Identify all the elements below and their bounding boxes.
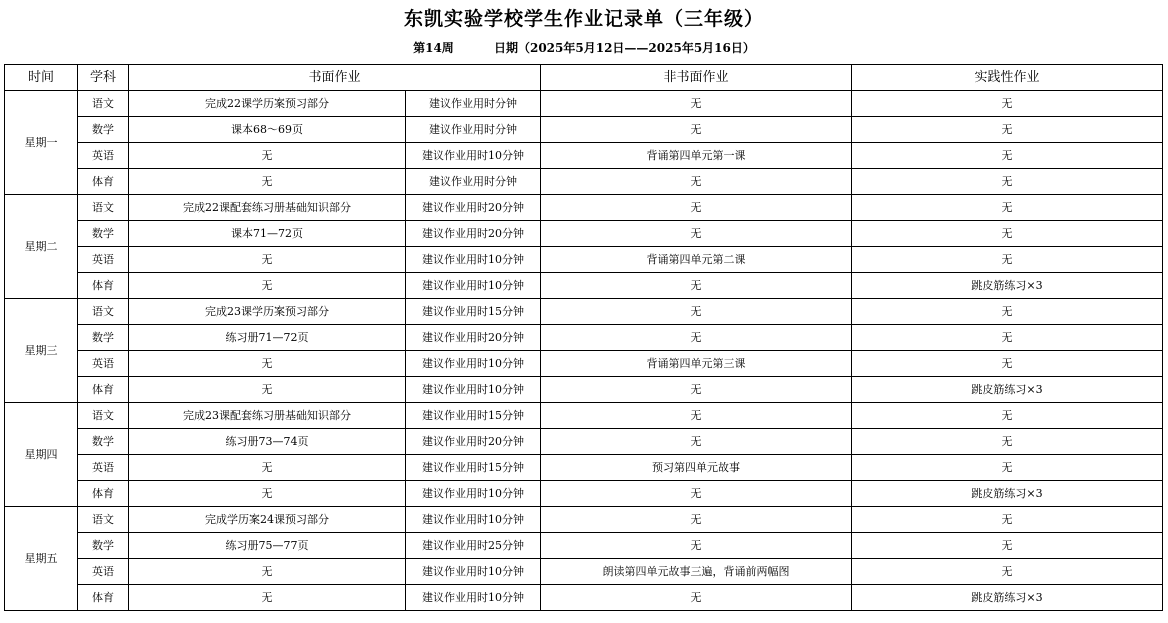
suggested-time-cell: 建议作业用时分钟 [406,91,541,117]
subject-cell: 体育 [78,273,129,299]
non-written-cell: 无 [541,195,852,221]
table-row [5,429,1163,455]
header-non-written: 非书面作业 [541,65,852,91]
written-task-cell: 完成23课学历案预习部分 [129,299,406,325]
suggested-time-cell: 建议作业用时10分钟 [406,143,541,169]
table-row [5,221,1163,247]
table-body [5,91,1163,611]
non-written-cell: 朗读第四单元故事三遍，背诵前两幅图 [541,559,852,585]
table-row [5,169,1163,195]
table-row [5,299,1163,325]
suggested-time-cell: 建议作业用时分钟 [406,169,541,195]
table-row [5,117,1163,143]
written-task-cell: 无 [129,455,406,481]
header-row [5,65,1163,91]
non-written-cell: 无 [541,117,852,143]
table-row [5,325,1163,351]
table-row [5,481,1163,507]
non-written-cell: 无 [541,507,852,533]
subject-cell: 体育 [78,585,129,611]
practice-cell: 无 [852,247,1163,273]
non-written-cell: 无 [541,429,852,455]
written-task-cell: 无 [129,481,406,507]
suggested-time-cell: 建议作业用时10分钟 [406,559,541,585]
non-written-cell: 背诵第四单元第二课 [541,247,852,273]
practice-cell: 无 [852,325,1163,351]
table-row [5,143,1163,169]
practice-cell: 无 [852,507,1163,533]
non-written-cell: 背诵第四单元第三课 [541,351,852,377]
table-row [5,273,1163,299]
practice-cell: 无 [852,91,1163,117]
written-task-cell: 完成23课配套练习册基础知识部分 [129,403,406,429]
subject-cell: 数学 [78,117,129,143]
practice-cell: 跳皮筋练习×3 [852,585,1163,611]
table-row [5,247,1163,273]
practice-cell: 无 [852,559,1163,585]
subject-cell: 语文 [78,299,129,325]
subject-cell: 语文 [78,91,129,117]
non-written-cell: 预习第四单元故事 [541,455,852,481]
header-subject: 学科 [78,65,129,91]
practice-cell: 跳皮筋练习×3 [852,481,1163,507]
subject-cell: 语文 [78,403,129,429]
non-written-cell: 无 [541,403,852,429]
subject-cell: 英语 [78,143,129,169]
suggested-time-cell: 建议作业用时15分钟 [406,403,541,429]
suggested-time-cell: 建议作业用时10分钟 [406,585,541,611]
day-cell: 星期四 [5,403,78,507]
suggested-time-cell: 建议作业用时20分钟 [406,221,541,247]
practice-cell: 跳皮筋练习×3 [852,377,1163,403]
written-task-cell: 无 [129,585,406,611]
practice-cell: 跳皮筋练习×3 [852,273,1163,299]
table-row [5,351,1163,377]
day-cell: 星期二 [5,195,78,299]
written-task-cell: 无 [129,169,406,195]
header-time: 时间 [5,65,78,91]
suggested-time-cell: 建议作业用时10分钟 [406,273,541,299]
table-row [5,533,1163,559]
practice-cell: 无 [852,169,1163,195]
page-title: 东凯实验学校学生作业记录单（三年级） [403,8,764,30]
table-row [5,403,1163,429]
written-task-cell: 无 [129,351,406,377]
subject-cell: 数学 [78,429,129,455]
suggested-time-cell: 建议作业用时10分钟 [406,377,541,403]
suggested-time-cell: 建议作业用时20分钟 [406,429,541,455]
header-written: 书面作业 [129,65,541,91]
week-label: 第14周 [413,41,454,55]
suggested-time-cell: 建议作业用时10分钟 [406,351,541,377]
subject-cell: 体育 [78,169,129,195]
subject-cell: 英语 [78,455,129,481]
subject-cell: 数学 [78,221,129,247]
subject-cell: 英语 [78,351,129,377]
date-range: 日期（2025年5月12日——2025年5月16日） [493,41,755,55]
practice-cell: 无 [852,299,1163,325]
practice-cell: 无 [852,403,1163,429]
practice-cell: 无 [852,429,1163,455]
practice-cell: 无 [852,195,1163,221]
subtitle [0,39,1168,57]
table-row [5,377,1163,403]
practice-cell: 无 [852,533,1163,559]
practice-cell: 无 [852,455,1163,481]
table-row [5,455,1163,481]
practice-cell: 无 [852,143,1163,169]
subject-cell: 语文 [78,195,129,221]
non-written-cell: 无 [541,585,852,611]
subject-cell: 数学 [78,325,129,351]
non-written-cell: 背诵第四单元第一课 [541,143,852,169]
suggested-time-cell: 建议作业用时10分钟 [406,507,541,533]
non-written-cell: 无 [541,481,852,507]
subject-cell: 语文 [78,507,129,533]
table-row [5,585,1163,611]
written-task-cell: 课本68～69页 [129,117,406,143]
suggested-time-cell: 建议作业用时15分钟 [406,455,541,481]
written-task-cell: 无 [129,143,406,169]
non-written-cell: 无 [541,377,852,403]
non-written-cell: 无 [541,169,852,195]
subject-cell: 数学 [78,533,129,559]
written-task-cell: 练习册71—72页 [129,325,406,351]
subject-cell: 体育 [78,481,129,507]
subject-cell: 英语 [78,559,129,585]
written-task-cell: 无 [129,377,406,403]
non-written-cell: 无 [541,325,852,351]
written-task-cell: 练习册75—77页 [129,533,406,559]
subject-cell: 英语 [78,247,129,273]
practice-cell: 无 [852,117,1163,143]
written-task-cell: 无 [129,247,406,273]
suggested-time-cell: 建议作业用时分钟 [406,117,541,143]
written-task-cell: 练习册73—74页 [129,429,406,455]
suggested-time-cell: 建议作业用时20分钟 [406,325,541,351]
suggested-time-cell: 建议作业用时25分钟 [406,533,541,559]
header-practice: 实践性作业 [852,65,1163,91]
non-written-cell: 无 [541,91,852,117]
written-task-cell: 完成学历案24课预习部分 [129,507,406,533]
table-row [5,559,1163,585]
written-task-cell: 完成22课配套练习册基础知识部分 [129,195,406,221]
written-task-cell: 无 [129,559,406,585]
day-cell: 星期三 [5,299,78,403]
written-task-cell: 课本71—72页 [129,221,406,247]
non-written-cell: 无 [541,533,852,559]
suggested-time-cell: 建议作业用时10分钟 [406,481,541,507]
subject-cell: 体育 [78,377,129,403]
suggested-time-cell: 建议作业用时10分钟 [406,247,541,273]
practice-cell: 无 [852,351,1163,377]
day-cell: 星期五 [5,507,78,611]
non-written-cell: 无 [541,299,852,325]
written-task-cell: 完成22课学历案预习部分 [129,91,406,117]
non-written-cell: 无 [541,273,852,299]
non-written-cell: 无 [541,221,852,247]
table-row [5,195,1163,221]
written-task-cell: 无 [129,273,406,299]
table-row [5,507,1163,533]
day-cell: 星期一 [5,91,78,195]
suggested-time-cell: 建议作业用时20分钟 [406,195,541,221]
table-row [5,91,1163,117]
suggested-time-cell: 建议作业用时15分钟 [406,299,541,325]
homework-table [4,64,1163,611]
practice-cell: 无 [852,221,1163,247]
